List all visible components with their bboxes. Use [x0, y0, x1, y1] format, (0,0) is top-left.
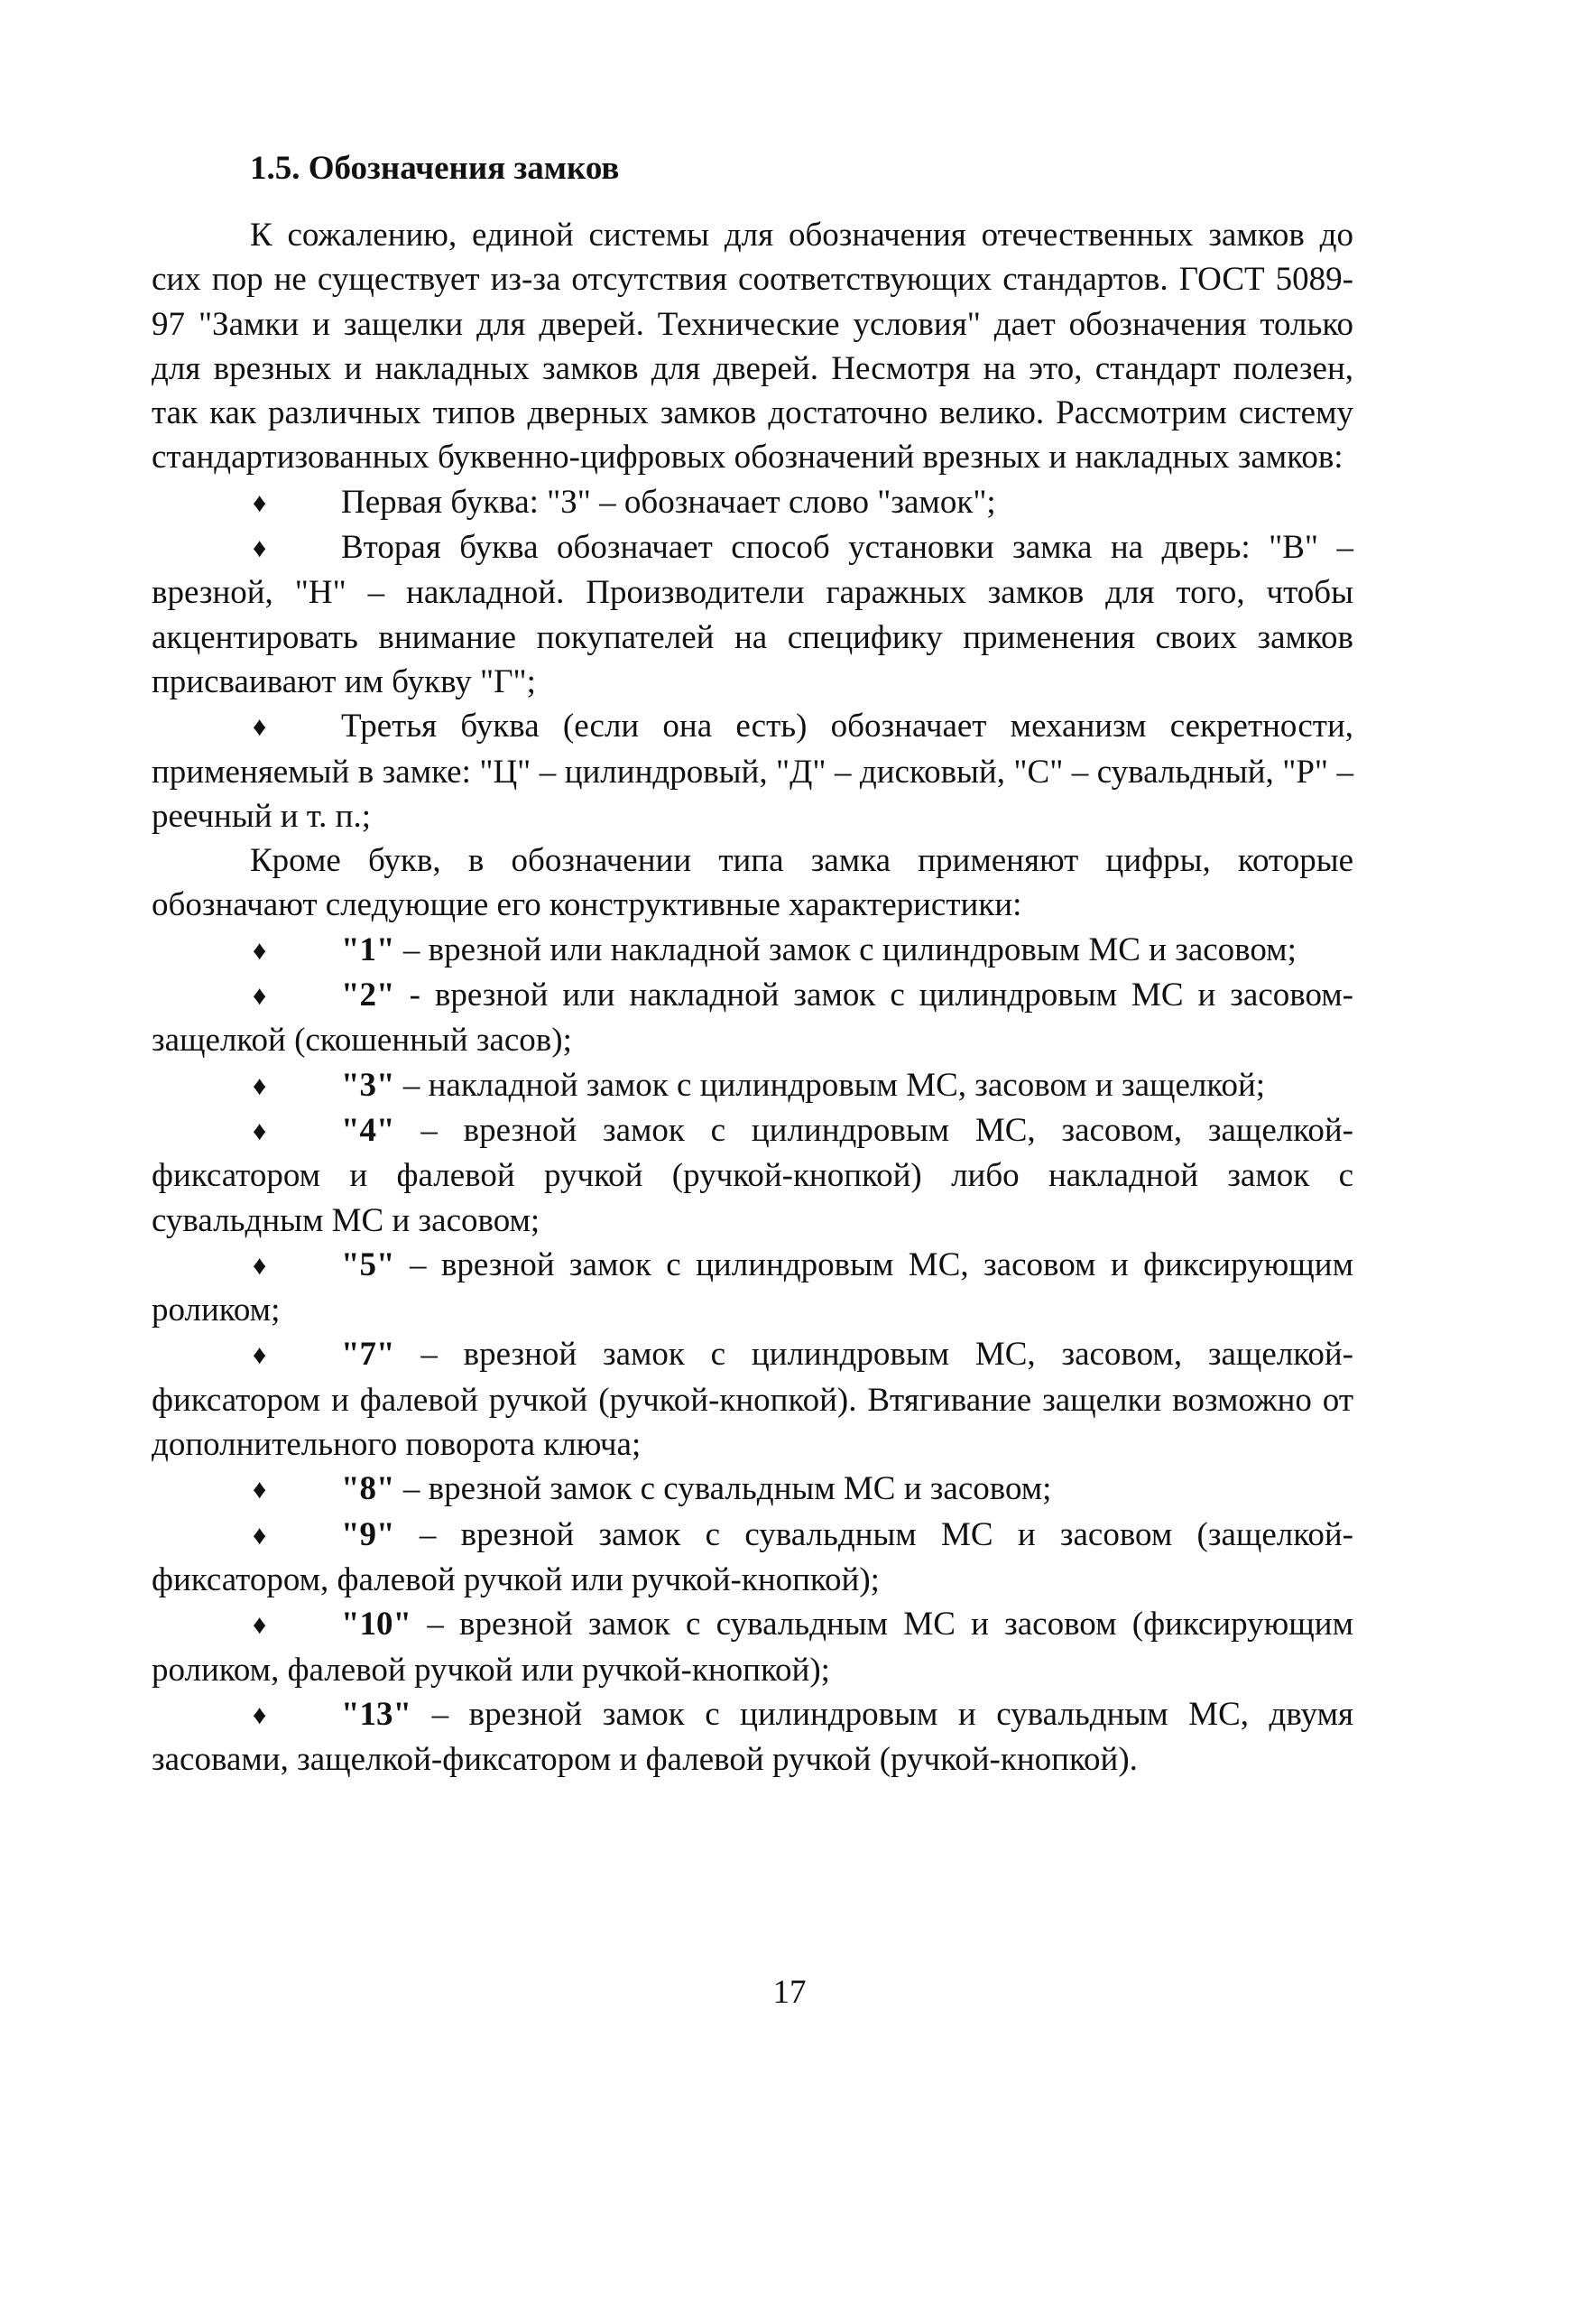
digit-item-9	[152, 1513, 1353, 1603]
diamond-bullet-icon: ♦	[253, 1070, 267, 1101]
digit-item-text: – врезной замок с цилиндровым МС, засовом, защелкой-фиксатором и фалевой ручкой (ручкой-кнопкой) либо накладной замок с сувальдным МС и засовом;	[152, 1111, 1353, 1239]
letter-item-first	[152, 480, 1353, 525]
digit-item-text: - врезной или накладной замок с цилиндровым МС и засовом-защелкой (скошенный засов);	[152, 977, 1353, 1060]
digit-code: "9"	[341, 1515, 395, 1553]
page-content	[152, 146, 1353, 1782]
digit-code: "10"	[341, 1606, 412, 1643]
section-heading: 1.5. Обозначения замков	[250, 150, 620, 187]
diamond-bullet-icon: ♦	[253, 712, 267, 743]
digit-item-text: – врезной замок с сувальдным МС и засовом;	[394, 1470, 1052, 1508]
diamond-bullet-icon: ♦	[253, 533, 267, 564]
digit-item-text: – врезной замок с цилиндровым и сувальдным МС, двумя засовами, защелкой-фиксатором и фалевой ручкой (ручкой-кнопкой).	[152, 1695, 1353, 1779]
diamond-bullet-icon: ♦	[253, 1250, 267, 1281]
letter-designations-list	[152, 480, 1353, 838]
letter-item-text: Вторая буква обозначает способ установки замка на дверь: "В" – врезной, "Н" – накладной. Производители гаражных замков для того, чтобы акцентировать внимание покупателей на специфику применения своих замков присваивают им букву "Г";	[152, 529, 1353, 700]
digit-item-2	[152, 973, 1353, 1063]
digit-item-5	[152, 1243, 1353, 1333]
digit-code: "5"	[341, 1245, 395, 1283]
digit-item-1	[152, 928, 1353, 973]
letter-item-text: Первая буква: "З" – обозначает слово "замок";	[341, 483, 996, 521]
diamond-bullet-icon: ♦	[253, 1520, 267, 1551]
digit-item-text: – врезной замок с цилиндровым МС, засовом, защелкой-фиксатором и фалевой ручкой (ручкой-кнопкой). Втягивание защелки возможно от дополнительного поворота ключа;	[152, 1336, 1353, 1464]
digit-item-7	[152, 1332, 1353, 1467]
letter-item-second	[152, 525, 1353, 704]
diamond-bullet-icon: ♦	[253, 1610, 267, 1641]
digit-item-10	[152, 1602, 1353, 1692]
diamond-bullet-icon: ♦	[253, 487, 267, 518]
digit-code: "8"	[341, 1470, 395, 1508]
digits-paragraph: Кроме букв, в обозначении типа замка применяют цифры, которые обозначают следующие его конструктивные характеристики:	[152, 842, 1353, 924]
digit-item-text: – врезной замок с цилиндровым МС, засовом и фиксирующим роликом;	[152, 1245, 1353, 1329]
digit-item-3	[152, 1063, 1353, 1108]
digit-item-text: – врезной замок с сувальдным МС и засовом (защелкой-фиксатором, фалевой ручкой или ручкой-кнопкой);	[152, 1515, 1353, 1598]
digit-item-text: – врезной замок с сувальдным МС и засовом (фиксирующим роликом, фалевой ручкой или ручкой-кнопкой);	[152, 1606, 1353, 1689]
digit-code: "4"	[341, 1111, 395, 1149]
intro-paragraph: К сожалению, единой системы для обозначения отечественных замков до сих пор не существует из-за отсутствия соответствующих стандартов. ГОСТ 5089-97 "Замки и защелки для дверей. Технические условия" дает обозначения только для врезных и накладных замков для дверей. Несмотря на это, стандарт полезен, так как различных типов дверных замков достаточно велико. Рассмотрим систему стандартизованных буквенно-цифровых обозначений врезных и накладных замков:	[152, 217, 1353, 477]
diamond-bullet-icon: ♦	[253, 1116, 267, 1146]
digit-code: "3"	[341, 1066, 395, 1104]
digit-item-text: – врезной или накладной замок с цилиндровым МС и засовом;	[394, 931, 1297, 968]
diamond-bullet-icon: ♦	[253, 1340, 267, 1371]
diamond-bullet-icon: ♦	[253, 1475, 267, 1505]
digit-code: "7"	[341, 1336, 395, 1374]
page-number: 17	[772, 1974, 807, 2011]
digit-item-4	[152, 1108, 1353, 1243]
digit-item-13	[152, 1692, 1353, 1782]
digit-item-8	[152, 1467, 1353, 1512]
diamond-bullet-icon: ♦	[253, 981, 267, 1012]
diamond-bullet-icon: ♦	[253, 935, 267, 966]
letter-item-text: Третья буква (если она есть) обозначает механизм секретности, применяемый в замке: "Ц" – цилиндровый, "Д" – дисковый, "С" – сувальдный, "Р" – реечный и т. п.;	[152, 708, 1353, 835]
digit-code: "2"	[341, 977, 395, 1014]
digit-code: "13"	[341, 1695, 412, 1733]
diamond-bullet-icon: ♦	[253, 1699, 267, 1730]
digit-item-text: – накладной замок с цилиндровым МС, засовом и защелкой;	[394, 1066, 1266, 1104]
digit-code: "1"	[341, 931, 395, 968]
letter-item-third	[152, 704, 1353, 838]
digit-designations-list	[152, 928, 1353, 1782]
